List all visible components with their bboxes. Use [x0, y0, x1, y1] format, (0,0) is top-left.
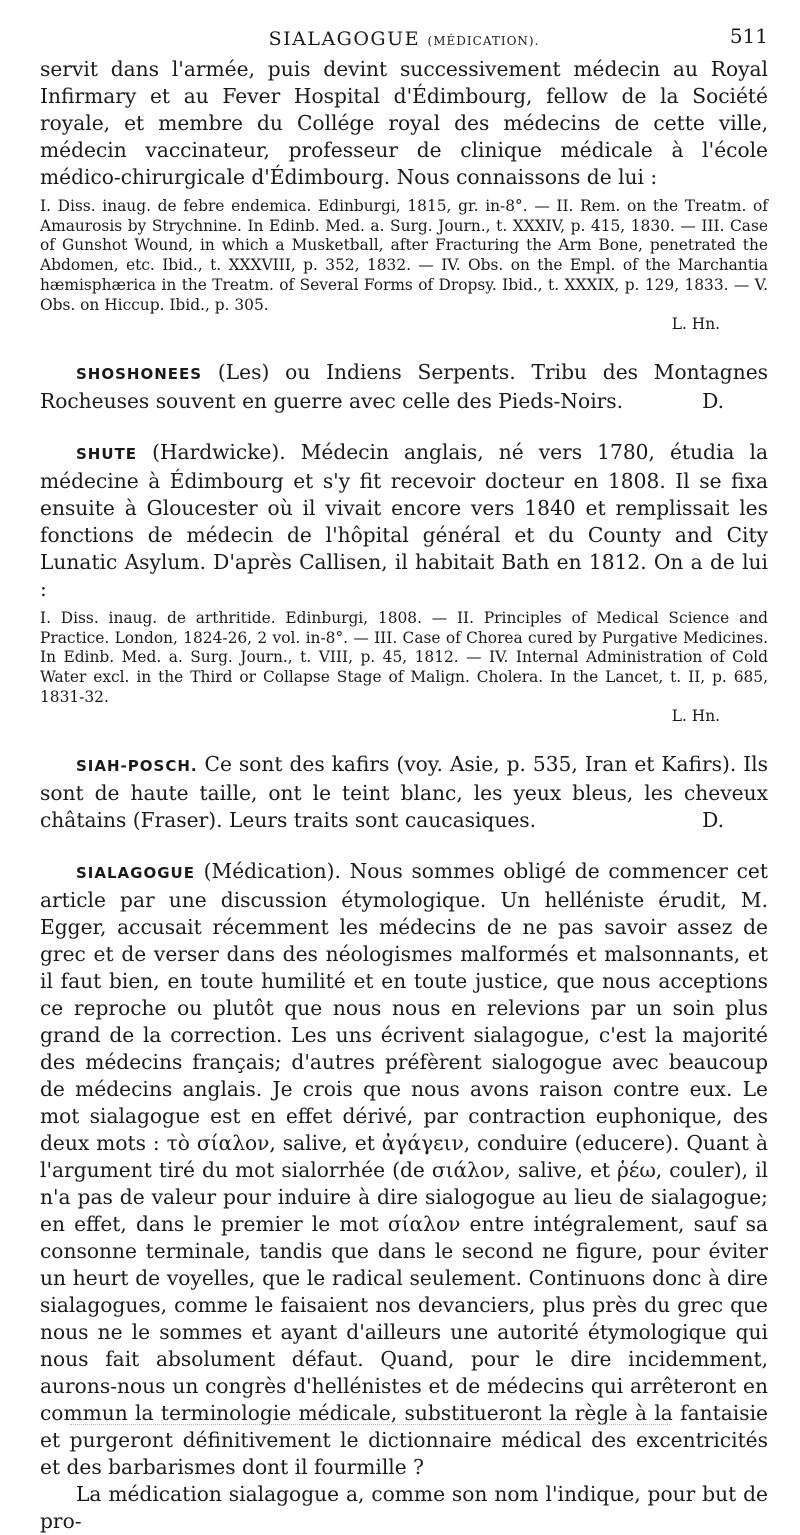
- entry-shute-paragraph: [40, 439, 768, 603]
- entry-shoshonees: [40, 359, 768, 415]
- bibliography-text: I. Diss. inaug. de febre endemica. Edinburgi, 1815, gr. in-8°. — II. Rem. on the Treatm. of Amaurosis by Strychnine. In Edinb. Med. a. Surg. Journ., t. XXXIV, p. 415, 1830. — III. Case of Gunshot Wound, in which a Musketball, after Fracturing the Arm Bone, penetrated the Abdomen, etc. Ibid., t. XXXVIII, p. 352, 1832. — IV. Obs. on the Empl. of the Marchantia hæmisphærica in the Treatm. of Several Forms of Dropsy. Ibid., t. XXXIX, p. 129, 1833. — V. Obs. on Hiccup. Ibid., p. 305.: [40, 197, 768, 314]
- entry-sialagogue: [40, 858, 768, 1535]
- running-head-section: (MÉDICATION).: [427, 34, 540, 48]
- entry-text: (Médication). Nous sommes obligé de commencer cet article par une discussion étymologique. Un helléniste érudit, M. Egger, accusait récemment les médecins de ne pas savoir assez de grec et de verser dans des néologismes malformés et malsonnants, et il faut bien, en toute humilité et en toute justice, que nous acceptions ce reproche ou plutôt que nous nous en relevions par un soin plus grand de la correction. Les uns écrivent sialagogue, c'est la majorité des médecins français; d'autres préfèrent sialogogue avec beaucoup de médecins anglais. Je crois que nous avons raison contre eux. Le mot sialagogue est en effet dérivé, par contraction euphonique, des deux mots : τὸ σίαλον, salive, et ἀγάγειν, conduire (educere). Quant à l'argument tiré du mot sialorrhée (de σιάλον, salive, et ῥέω, couler), il n'a pas de valeur pour induire à dire sialogogue au lieu de sialagogue; en effet, dans le premier le mot σίαλον entre intégralement, sauf sa consonne terminale, tandis que dans le second ne figure, pour éviter un heurt de voyelles, que le radical seulement. Continuons donc à dire sialagogues, comme le faisaient nos devanciers, plus près du grec que nous ne le sommes et ayant d'ailleurs une autorité étymologique qui nous fait absolument défaut. Quand, pour le dire incidemment, aurons-nous un congrès d'hellénistes et de médecins qui arrêteront en commun la terminologie médicale, substitueront la règle à la fantaisie et purgeront définitivement le dictionnaire médical des excentricités et des barbarismes dont il fourmille ?: [40, 859, 768, 1480]
- signature: D.: [702, 808, 724, 833]
- page-number: 511: [729, 24, 768, 48]
- entry-siah-posch: [40, 751, 768, 834]
- footer-rule: [70, 1424, 670, 1425]
- continuation-text: servit dans l'armée, puis devint successivement médecin au Royal Infirmary et au Fever Hospital d'Édimbourg, fellow de la Société royale, et membre du Collége royal des médecins de cette ville, médecin vaccinateur, professeur de clinique médicale à l'école médico-chirurgicale d'Édimbourg. Nous connaissons de lui :: [40, 57, 768, 189]
- entry-shute-bibliography: I. Diss. inaug. de arthritide. Edinburgi, 1808. — II. Principles of Medical Science and Practice. London, 1824-26, 2 vol. in-8°. — III. Case of Chorea cured by Purgative Medicines. In Edinb. Med. a. Surg. Journ., t. VIII, p. 45, 1812. — IV. Internal Administration of Cold Water excl. in the Third or Collapse Stage of Malign. Cholera. In the Lancet, t. II, p. 685, 1831-32.: [40, 608, 768, 706]
- headword: SHOSHONEES: [76, 364, 203, 383]
- entry-sialagogue-continuation: La médication sialagogue a, comme son nom l'indique, pour but de pro-: [40, 1482, 768, 1534]
- signature: D.: [702, 388, 724, 413]
- page: [40, 24, 769, 1535]
- headword: SHUTE: [76, 444, 138, 463]
- entry-shute: [40, 439, 768, 727]
- signature: L. Hn.: [671, 315, 720, 334]
- headword: SIAH-POSCH.: [76, 757, 198, 776]
- continuation-bibliography: [40, 197, 768, 315]
- entry-text: (Les) ou Indiens Serpents. Tribu des Montagnes Rocheuses souvent en guerre avec celle des Pieds-Noirs.: [40, 359, 769, 413]
- signature: L. Hn.: [671, 707, 720, 726]
- entry-shoshonees-paragraph: [40, 359, 768, 415]
- running-head-title: SIALAGOGUE: [268, 28, 420, 50]
- running-head: [40, 24, 768, 56]
- entry-text: (Hardwicke). Médecin anglais, né vers 1780, étudia la médecine à Édimbourg et s'y fit recevoir docteur en 1808. Il se fixa ensuite à Gloucester où il vivait encore vers 1840 et remplissait les fonctions de médecin de l'hôpital général et du County and City Lunatic Asylum. D'après Callisen, il habitait Bath en 1812. On a de lui :: [40, 439, 768, 601]
- entry-continuation: [40, 56, 768, 335]
- entry-siah-posch-paragraph: [40, 751, 768, 834]
- entry-text: Ce sont des kafirs (voy. Asie, p. 535, Iran et Kafirs). Ils sont de haute taille, ont le teint blanc, les yeux bleus, les cheveux châtains (Fraser). Leurs traits sont caucasiques.: [40, 752, 768, 833]
- headword: SIALAGOGUE: [76, 864, 195, 883]
- entry-sialagogue-paragraph: [40, 858, 768, 1481]
